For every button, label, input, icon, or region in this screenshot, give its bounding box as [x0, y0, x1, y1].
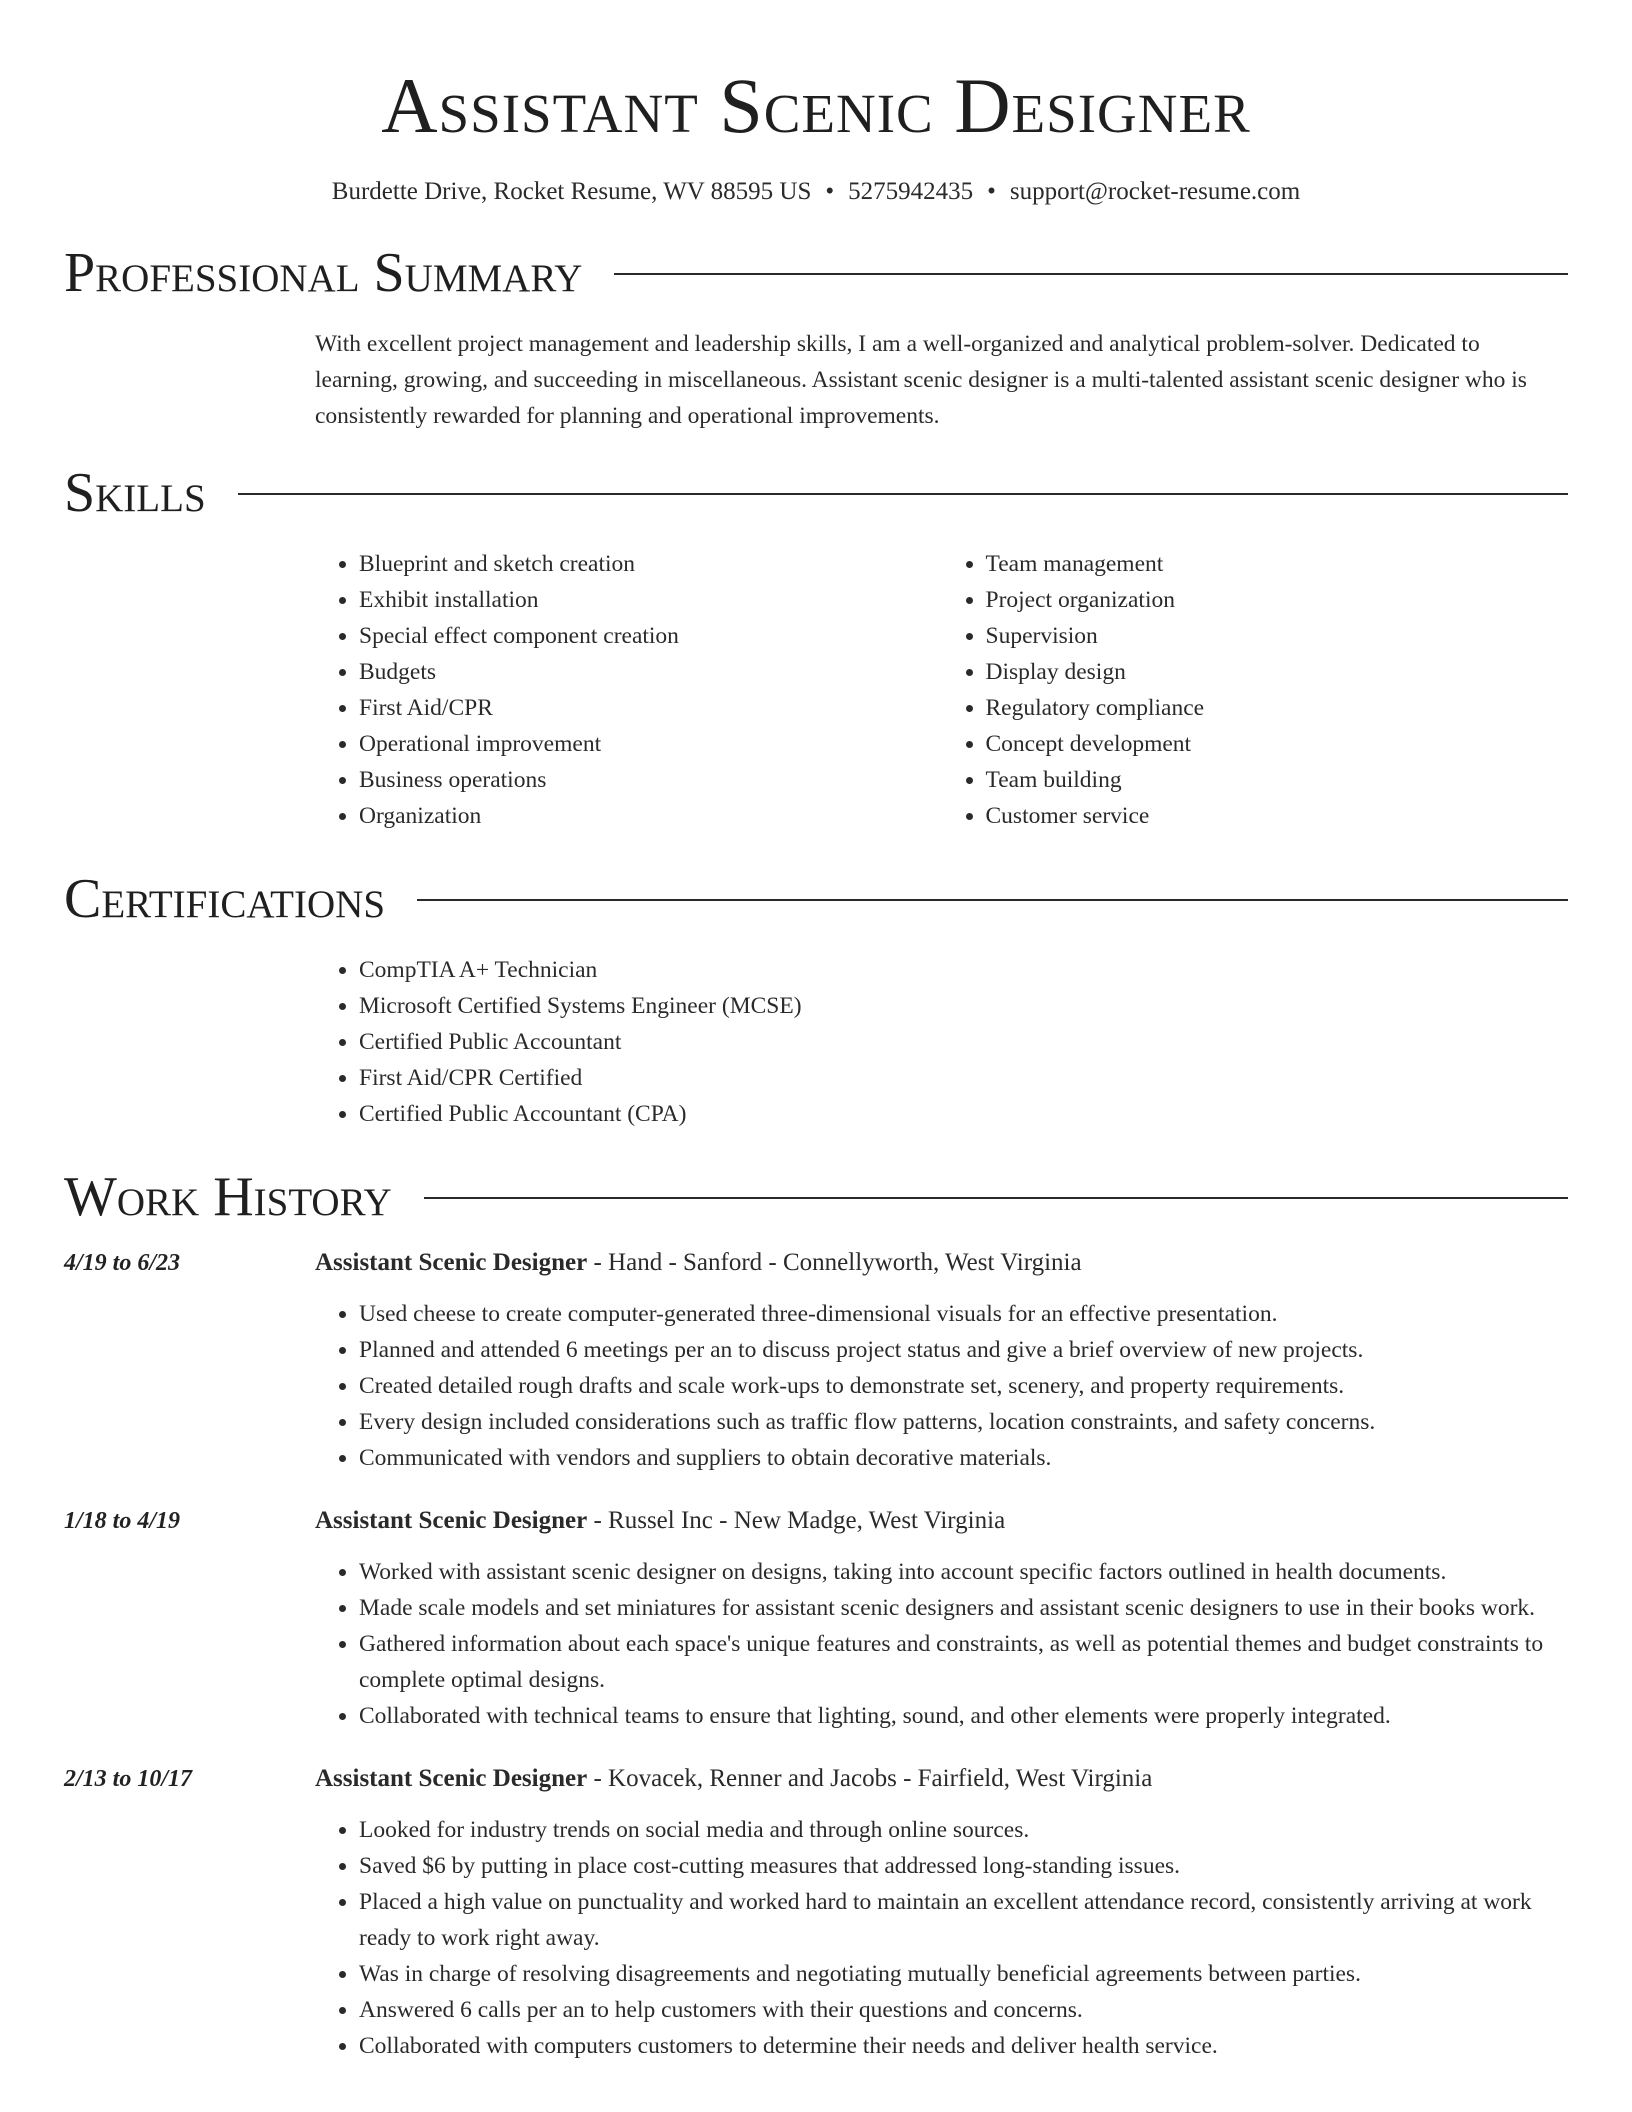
job-details [315, 1244, 1568, 1476]
work-header [64, 1162, 1568, 1232]
section-divider [424, 1197, 1568, 1199]
job-bullets [315, 1296, 1568, 1476]
job-heading [315, 1244, 1568, 1282]
skill-item: • First Aid/CPR [359, 690, 942, 726]
skill-item: • Team building [986, 762, 1569, 798]
job-employer-location: - Hand - Sanford - Connellyworth, West Virginia [587, 1249, 1082, 1276]
skill-item: • Display design [986, 654, 1569, 690]
job-bullet: • Created detailed rough drafts and scale work-ups to demonstrate set, scenery, and property requirements. [359, 1368, 1568, 1404]
skill-item: • Organization [359, 798, 942, 834]
job-bullet: • Looked for industry trends on social media and through online sources. [359, 1812, 1568, 1848]
job-bullet: • Collaborated with computers customers to determine their needs and deliver health service. [359, 2028, 1568, 2064]
skills-list-right [942, 546, 1569, 834]
job-bullet: • Planned and attended 6 meetings per an to discuss project status and give a brief overview of new projects. [359, 1332, 1568, 1368]
skill-item: • Regulatory compliance [986, 690, 1569, 726]
skill-item: • Customer service [986, 798, 1569, 834]
skill-item: • Project organization [986, 582, 1569, 618]
job-bullet: • Collaborated with technical teams to ensure that lighting, sound, and other elements were properly integrated. [359, 1698, 1568, 1734]
job-bullet: • Made scale models and set miniatures for assistant scenic designers and assistant scenic designers to use in their books work. [359, 1590, 1568, 1626]
summary-body [315, 326, 1568, 434]
skills-section [64, 458, 1568, 834]
skills-body [315, 546, 1568, 834]
resume-title: Assistant Scenic Designer [381, 62, 1251, 149]
section-divider [614, 273, 1568, 275]
contact-email: support@rocket-resume.com [1009, 178, 1301, 205]
skill-item: • Budgets [359, 654, 942, 690]
job-heading [315, 1502, 1568, 1540]
job-title: Assistant Scenic Designer [315, 1249, 588, 1276]
job-employer-location: - Russel Inc - New Madge, West Virginia [587, 1507, 1006, 1534]
skill-item: • Exhibit installation [359, 582, 942, 618]
certifications-list [315, 952, 1568, 1132]
skill-item: • Supervision [986, 618, 1569, 654]
job-bullet: • Was in charge of resolving disagreements and negotiating mutually beneficial agreements between parties. [359, 1956, 1568, 1992]
job-heading [315, 1760, 1568, 1798]
job-bullet: • Saved $6 by putting in place cost-cutting measures that addressed long-standing issues. [359, 1848, 1568, 1884]
summary-section [64, 238, 1568, 434]
contact-line [64, 176, 1568, 208]
job-bullet: • Every design included considerations such as traffic flow patterns, location constraints, and safety concerns. [359, 1404, 1568, 1440]
job-title: Assistant Scenic Designer [315, 1765, 588, 1792]
job-employer-location: - Kovacek, Renner and Jacobs - Fairfield, West Virginia [587, 1765, 1153, 1792]
job-title: Assistant Scenic Designer [315, 1507, 588, 1534]
section-divider [238, 493, 1568, 495]
contact-separator: • [825, 178, 835, 205]
skills-list-left [315, 546, 942, 834]
certifications-body [315, 952, 1568, 1132]
skill-item: • Concept development [986, 726, 1569, 762]
job-bullet: • Gathered information about each space's unique features and constraints, as well as potential themes and budget constraints to complete optimal designs. [359, 1626, 1568, 1698]
certifications-section [64, 864, 1568, 1132]
certification-item: • First Aid/CPR Certified [359, 1060, 1568, 1096]
section-divider [417, 899, 1568, 901]
job-dates: 2/13 to 10/17 [64, 1766, 193, 1792]
job-entry [64, 1502, 1568, 1734]
contact-separator: • [987, 178, 996, 205]
contact-address: Burdette Drive, Rocket Resume, WV 88595 US [331, 178, 812, 205]
job-details [315, 1760, 1568, 2064]
job-bullet: • Worked with assistant scenic designer on designs, taking into account specific factors outlined in health documents. [359, 1554, 1568, 1590]
summary-header [64, 238, 1568, 308]
skills-header [64, 458, 1568, 528]
skill-item: • Team management [986, 546, 1569, 582]
summary-text: With excellent project management and leadership skills, I am a well-organized and analytical problem-solver. Dedicated to learning, growing, and succeeding in miscellaneous. Assistant scenic designer is a multi-talented assistant scenic designer who is consistently rewarded for planning and operational improvements. [315, 331, 1527, 429]
certifications-header [64, 864, 1568, 934]
skills-heading: Skills [64, 462, 206, 524]
job-bullet: • Communicated with vendors and suppliers to obtain decorative materials. [359, 1440, 1568, 1476]
job-entry [64, 1760, 1568, 2064]
certification-item: • Microsoft Certified Systems Engineer (MCSE) [359, 988, 1568, 1024]
job-entry [64, 1244, 1568, 1476]
skill-item: • Blueprint and sketch creation [359, 546, 942, 582]
job-bullet: • Answered 6 calls per an to help customers with their questions and concerns. [359, 1992, 1568, 2028]
contact-phone: 5275942435 [848, 178, 974, 205]
work-history-list [64, 1244, 1568, 2064]
job-bullets [315, 1554, 1568, 1734]
certification-item: • CompTIA A+ Technician [359, 952, 1568, 988]
summary-heading: Professional Summary [64, 242, 583, 304]
skill-item: • Operational improvement [359, 726, 942, 762]
job-dates: 1/18 to 4/19 [64, 1508, 181, 1534]
certifications-heading: Certifications [64, 868, 386, 930]
certification-item: • Certified Public Accountant [359, 1024, 1568, 1060]
job-bullets [315, 1812, 1568, 2064]
skill-item: • Special effect component creation [359, 618, 942, 654]
certification-item: • Certified Public Accountant (CPA) [359, 1096, 1568, 1132]
job-bullet: • Used cheese to create computer-generated three-dimensional visuals for an effective presentation. [359, 1296, 1568, 1332]
job-bullet: • Placed a high value on punctuality and worked hard to maintain an excellent attendance record, consistently arriving at work ready to work right away. [359, 1884, 1568, 1956]
work-section [64, 1162, 1568, 2064]
job-details [315, 1502, 1568, 1734]
work-heading: Work History [64, 1166, 392, 1228]
job-dates: 4/19 to 6/23 [64, 1250, 181, 1276]
skill-item: • Business operations [359, 762, 942, 798]
